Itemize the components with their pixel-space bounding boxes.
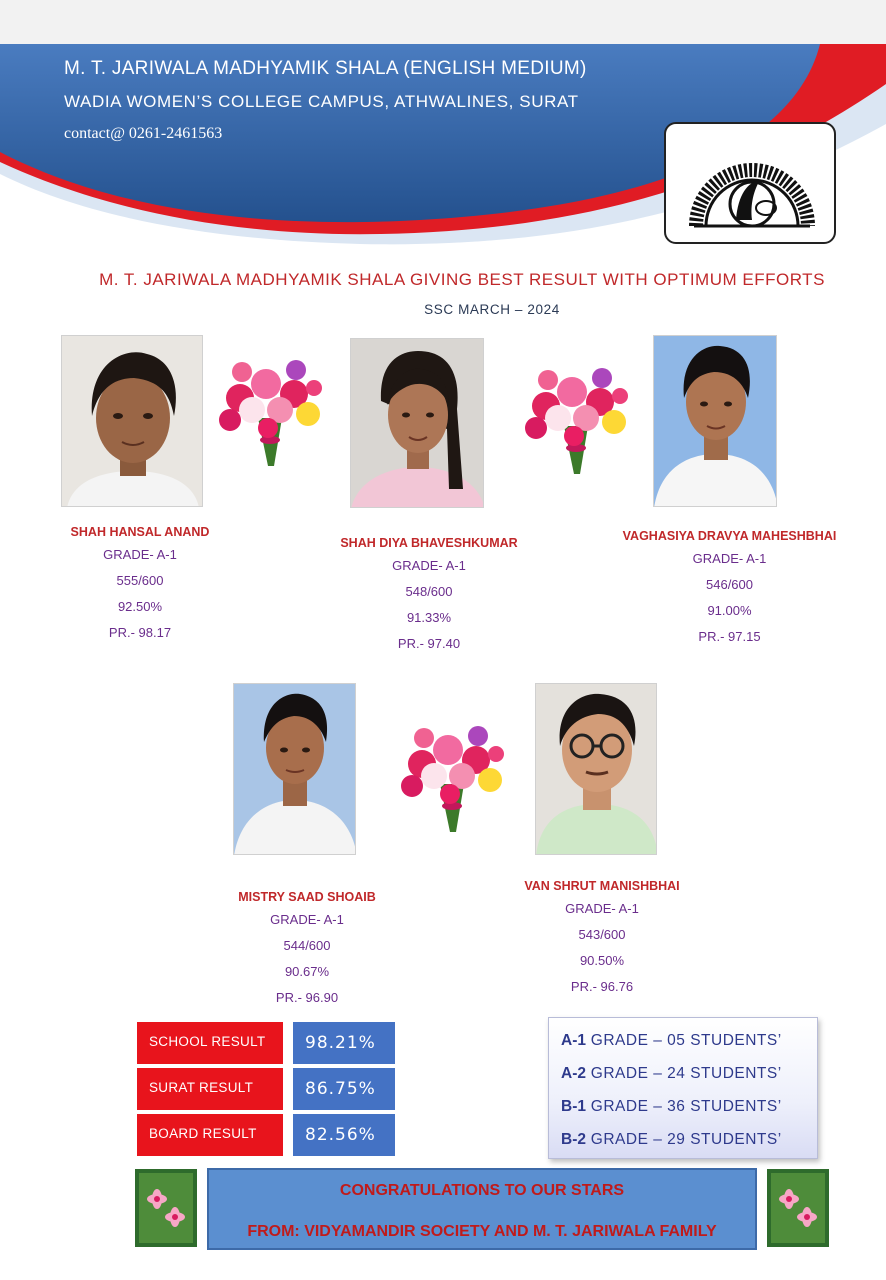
student-grade: GRADE- A-1 — [270, 912, 344, 927]
student-marks: 544/600 — [283, 938, 331, 953]
bouquet-icon — [392, 714, 512, 834]
grade-row — [561, 1032, 782, 1050]
grade-code: B-2 — [561, 1131, 586, 1148]
student-pr: PR.- 96.76 — [570, 979, 634, 994]
school-name: M. T. JARIWALA MADHYAMIK SHALA (ENGLISH MEDIUM) — [64, 58, 587, 79]
subheadline: SSC MARCH – 2024 — [424, 302, 560, 317]
student-marks: 555/600 — [116, 573, 164, 588]
grade-count: GRADE – 36 STUDENTS’ — [590, 1098, 782, 1115]
surat-result-value: 86.75% — [293, 1068, 395, 1110]
student-marks: 543/600 — [578, 927, 626, 942]
student-marks: 548/600 — [405, 584, 453, 599]
grade-row — [561, 1098, 782, 1116]
headline: M. T. JARIWALA MADHYAMIK SHALA GIVING BEST RESULT WITH OPTIMUM EFFORTS — [99, 270, 825, 289]
student-percent: 92.50% — [117, 599, 163, 614]
student-card-1 — [40, 525, 240, 640]
grade-summary — [548, 1017, 818, 1159]
student-card-3 — [617, 529, 842, 644]
student-card-4 — [207, 890, 407, 1005]
student-photo-2 — [350, 338, 484, 508]
flower-icon — [135, 1169, 197, 1247]
student-name: SHAH HANSAL ANAND — [70, 525, 210, 539]
grade-code: B-1 — [561, 1098, 586, 1115]
student-name: MISTRY SAAD SHOAIB — [238, 890, 376, 904]
school-result-value: 98.21% — [293, 1022, 395, 1064]
grade-code: A-2 — [561, 1065, 586, 1082]
footer-banner — [207, 1168, 757, 1250]
grade-code: A-1 — [561, 1032, 586, 1049]
student-grade: GRADE- A-1 — [392, 558, 466, 573]
student-photo-1 — [61, 335, 203, 507]
student-pr: PR.- 97.40 — [397, 636, 461, 651]
student-pr: PR.- 98.17 — [108, 625, 172, 640]
student-card-5 — [502, 879, 702, 994]
student-pr: PR.- 97.15 — [698, 629, 761, 644]
school-address: WADIA WOMEN’S COLLEGE CAMPUS, ATHWALINES, SURAT — [64, 92, 579, 111]
student-name: SHAH DIYA BHAVESHKUMAR — [340, 536, 518, 550]
student-pr: PR.- 96.90 — [275, 990, 339, 1005]
student-photo-5 — [535, 683, 657, 855]
grade-count: GRADE – 29 STUDENTS’ — [590, 1131, 782, 1148]
student-percent: 91.00% — [707, 603, 752, 618]
board-result-label: BOARD RESULT — [137, 1114, 283, 1156]
student-grade: GRADE- A-1 — [692, 551, 767, 566]
student-card-2 — [329, 536, 529, 651]
top-bar — [0, 0, 886, 44]
student-name: VAGHASIYA DRAVYA MAHESHBHAI — [622, 529, 837, 543]
school-contact: contact@ 0261-2461563 — [64, 125, 223, 142]
student-grade: GRADE- A-1 — [565, 901, 639, 916]
student-percent: 90.50% — [579, 953, 625, 968]
board-result-value: 82.56% — [293, 1114, 395, 1156]
school-logo — [664, 122, 836, 244]
school-result-label: SCHOOL RESULT — [137, 1022, 283, 1064]
bouquet-icon — [516, 356, 636, 476]
grade-count: GRADE – 05 STUDENTS’ — [590, 1032, 782, 1049]
logo-emblem-icon — [688, 134, 816, 234]
student-photo-4 — [233, 683, 356, 855]
bouquet-icon — [210, 348, 330, 468]
student-grade: GRADE- A-1 — [103, 547, 177, 562]
grade-count: GRADE – 24 STUDENTS’ — [590, 1065, 782, 1082]
flower-icon — [767, 1169, 829, 1247]
grade-row — [561, 1065, 782, 1083]
student-percent: 91.33% — [406, 610, 452, 625]
footer-from: FROM: VIDYAMANDIR SOCIETY AND M. T. JARIWALA FAMILY — [247, 1223, 717, 1240]
footer-congratulations: CONGRATULATIONS TO OUR STARS — [339, 1182, 625, 1199]
surat-result-label: SURAT RESULT — [137, 1068, 283, 1110]
student-photo-3 — [653, 335, 777, 507]
student-marks: 546/600 — [706, 577, 753, 592]
student-percent: 90.67% — [284, 964, 330, 979]
student-name: VAN SHRUT MANISHBHAI — [524, 879, 680, 893]
grade-row — [561, 1131, 782, 1149]
